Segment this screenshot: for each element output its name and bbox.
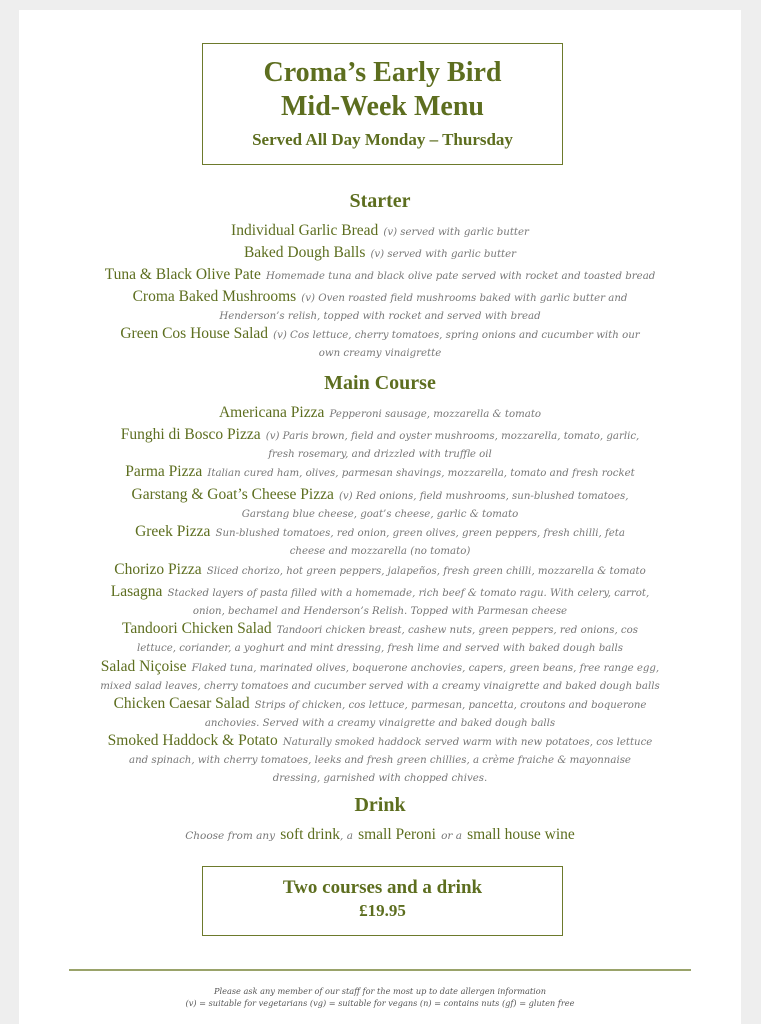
menu-title-line2: Mid-Week Menu [281, 91, 484, 122]
menu-item [119, 426, 641, 462]
main-course-heading: Main Course [324, 372, 436, 394]
menu-item [119, 486, 641, 522]
menu-page [19, 10, 741, 1024]
item-name: Garstang & Goat’s Cheese Pizza [131, 486, 334, 503]
item-name: Funghi di Bosco Pizza [120, 426, 261, 443]
item-desc: Homemade tuna and black olive pate served with rocket and toasted bread [265, 271, 656, 282]
item-name: Salad Niçoise [100, 658, 187, 675]
item-name: Smoked Haddock & Potato [107, 732, 278, 749]
item-desc: Pepperoni sausage, mozzarella & tomato [329, 409, 542, 420]
menu-subtitle: Served All Day Monday – Thursday [252, 130, 513, 149]
item-name: Greek Pizza [135, 523, 211, 540]
item-desc: (v) Red onions, field mushrooms, sun-blushed tomatoes, Garstang blue cheese, goat’s cheese, garlic & tomato [241, 491, 629, 520]
drink-prefix: Choose from any [185, 830, 276, 842]
item-name: Baked Dough Balls [243, 244, 366, 261]
menu-item [89, 266, 671, 284]
drink-sep: , a [340, 830, 353, 842]
item-name: Tuna & Black Olive Pate [104, 266, 261, 283]
offer-price: £19.95 [359, 901, 406, 920]
starter-heading: Starter [349, 190, 411, 212]
item-name: Tandoori Chicken Salad [122, 620, 272, 637]
item-name: Lasagna [110, 583, 163, 600]
item-desc: (v) Oven roasted field mushrooms baked with garlic butter and Henderson’s relish, topped with rocket and served with bread [219, 293, 628, 322]
drink-option-wine: small house wine [467, 826, 575, 843]
title-box [202, 43, 563, 165]
menu-item [89, 244, 671, 262]
item-desc: (v) Cos lettuce, cherry tomatoes, spring onions and cucumber with our own creamy vinaigrette [273, 330, 640, 359]
offer-text: Two courses and a drink [282, 877, 483, 898]
menu-item [109, 620, 651, 656]
menu-item [129, 288, 631, 324]
menu-item [99, 658, 661, 694]
drink-option-peroni: small Peroni [358, 826, 436, 843]
menu-item [89, 561, 671, 579]
item-desc: Strips of chicken, cos lettuce, parmesan, pancetta, croutons and boquerone anchovies. Served with a creamy vinaigrette and baked dough balls [204, 700, 647, 729]
item-name: Chorizo Pizza [114, 561, 202, 578]
menu-item [109, 325, 651, 361]
item-desc: Sun-blushed tomatoes, red onion, green olives, green peppers, fresh chilli, feta cheese and mozzarella (no tomato) [215, 528, 625, 557]
divider [69, 969, 691, 971]
item-desc: (v) served with garlic butter [383, 227, 529, 238]
item-desc: Tandoori chicken breast, cashew nuts, green peppers, red onions, cos lettuce, coriander, a yoghurt and mint dressing, fresh lime and served with baked dough balls [136, 625, 638, 654]
menu-item [109, 583, 651, 619]
item-name: Green Cos House Salad [120, 325, 269, 342]
item-name: Croma Baked Mushrooms [132, 288, 297, 305]
item-name: Parma Pizza [125, 463, 203, 480]
drink-options [19, 824, 741, 844]
menu-item [104, 732, 656, 786]
dietary-key: (v) = suitable for vegetarians (vg) = suitable for vegans (n) = contains nuts (gf) = gluten free [185, 998, 575, 1008]
menu-item [109, 695, 651, 731]
drink-sep: or a [441, 830, 463, 842]
item-desc: Italian cured ham, olives, parmesan shavings, mozzarella, tomato and fresh rocket [207, 468, 635, 479]
menu-item [119, 523, 641, 559]
drink-option-soft: soft drink [280, 826, 341, 843]
item-name: Individual Garlic Bread [231, 222, 379, 239]
menu-item [89, 404, 671, 422]
item-desc: Naturally smoked haddock served warm with new potatoes, cos lettuce and spinach, with cherry tomatoes, leeks and fresh green chillies, a crème fraiche & mayonnaise dressing, garnished with chopped chives. [129, 737, 653, 784]
drink-heading: Drink [354, 794, 406, 816]
item-desc: Flaked tuna, marinated olives, boquerone anchovies, capers, green beans, free range egg, mixed salad leaves, cherry tomatoes and cucumber served with a creamy vinaigrette and baked dough balls [100, 663, 660, 692]
item-name: Chicken Caesar Salad [113, 695, 250, 712]
offer-box [202, 866, 563, 936]
menu-item [89, 463, 671, 481]
allergen-note: Please ask any member of our staff for the most up to date allergen information [213, 986, 546, 996]
item-desc: (v) Paris brown, field and oyster mushrooms, mozzarella, tomato, garlic, fresh rosemary, and drizzled with truffle oil [265, 431, 640, 460]
menu-title-line1: Croma’s Early Bird [263, 57, 502, 88]
item-desc: Stacked layers of pasta filled with a homemade, rich beef & tomato ragu. With celery, carrot, onion, bechamel and Henderson’s Relish. Topped with Parmesan cheese [167, 588, 650, 617]
item-desc: (v) served with garlic butter [370, 249, 517, 260]
item-name: Americana Pizza [218, 404, 325, 421]
menu-item [89, 222, 671, 240]
item-desc: Sliced chorizo, hot green peppers, jalapeños, fresh green chilli, mozzarella & tomato [206, 566, 646, 577]
